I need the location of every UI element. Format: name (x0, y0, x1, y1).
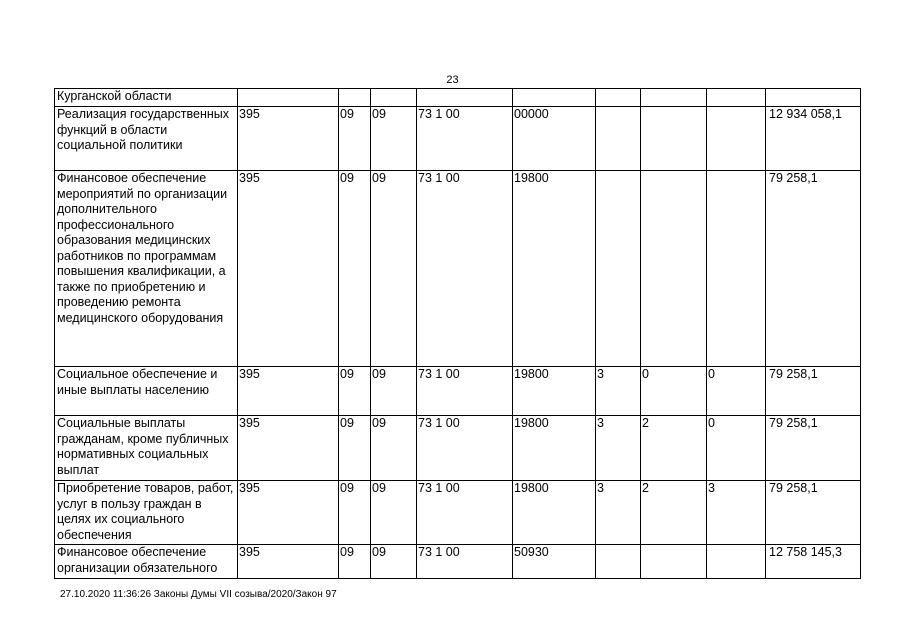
row-name: Приобретение товаров, работ, услуг в пользу граждан в целях их социального обеспечения (55, 481, 238, 545)
row-name: Реализация государственных функций в области социальной политики (55, 107, 238, 171)
code-section: 09 (339, 416, 371, 481)
amount: 79 258,1 (766, 367, 861, 416)
code-ministry: 395 (238, 416, 339, 481)
code-expense-subgroup: 2 (641, 481, 707, 545)
code-direction: 19800 (513, 367, 596, 416)
code-expense-group: 3 (596, 481, 641, 545)
code-ministry: 395 (238, 481, 339, 545)
table-row (55, 107, 861, 171)
code-direction: 19800 (513, 416, 596, 481)
code-expense-element: 0 (707, 367, 766, 416)
code-section: 09 (339, 545, 371, 579)
code-section: 09 (339, 171, 371, 367)
code-expense-group: 3 (596, 367, 641, 416)
amount: 12 758 145,3 (766, 545, 861, 579)
code-subsection: 09 (371, 481, 417, 545)
code-subsection: 09 (371, 545, 417, 579)
code-ministry: 395 (238, 545, 339, 579)
page-number: 23 (446, 74, 459, 86)
code-ministry: 395 (238, 171, 339, 367)
code-expense-element (707, 89, 766, 107)
code-ministry: 395 (238, 367, 339, 416)
code-program (417, 89, 513, 107)
code-program: 73 1 00 (417, 367, 513, 416)
code-expense-subgroup: 0 (641, 367, 707, 416)
table-row (55, 171, 861, 367)
row-name: Социальные выплаты гражданам, кроме публичных нормативных социальных выплат (55, 416, 238, 481)
code-direction: 00000 (513, 107, 596, 171)
code-direction: 19800 (513, 481, 596, 545)
row-name: Курганской области (55, 89, 238, 107)
code-expense-element: 0 (707, 416, 766, 481)
code-program: 73 1 00 (417, 416, 513, 481)
code-expense-group (596, 171, 641, 367)
code-expense-group (596, 545, 641, 579)
code-section (339, 89, 371, 107)
table-row (55, 367, 861, 416)
code-expense-subgroup (641, 107, 707, 171)
code-expense-group (596, 89, 641, 107)
amount: 79 258,1 (766, 171, 861, 367)
code-expense-subgroup (641, 171, 707, 367)
code-program: 73 1 00 (417, 107, 513, 171)
code-expense-group: 3 (596, 416, 641, 481)
code-subsection: 09 (371, 107, 417, 171)
code-expense-element (707, 545, 766, 579)
amount: 79 258,1 (766, 481, 861, 545)
code-subsection (371, 89, 417, 107)
document-footer: 27.10.2020 11:36:26 Законы Думы VII созыва/2020/Закон 97 (60, 589, 337, 600)
code-direction: 19800 (513, 171, 596, 367)
code-expense-element (707, 171, 766, 367)
code-direction (513, 89, 596, 107)
amount: 79 258,1 (766, 416, 861, 481)
table-row (55, 481, 861, 545)
code-ministry (238, 89, 339, 107)
row-name: Социальное обеспечение и иные выплаты населению (55, 367, 238, 416)
table-row (55, 416, 861, 481)
code-direction: 50930 (513, 545, 596, 579)
code-subsection: 09 (371, 416, 417, 481)
row-name: Финансовое обеспечение организации обязательного (55, 545, 238, 579)
code-expense-subgroup: 2 (641, 416, 707, 481)
code-expense-group (596, 107, 641, 171)
code-subsection: 09 (371, 367, 417, 416)
table-row (55, 545, 861, 579)
code-expense-element: 3 (707, 481, 766, 545)
code-section: 09 (339, 107, 371, 171)
code-expense-subgroup (641, 545, 707, 579)
code-expense-subgroup (641, 89, 707, 107)
amount: 12 934 058,1 (766, 107, 861, 171)
code-program: 73 1 00 (417, 481, 513, 545)
code-expense-element (707, 107, 766, 171)
budget-table (54, 88, 861, 579)
row-name: Финансовое обеспечение мероприятий по организации дополнительного профессионального образования медицинских работников по программам повышения квалификации, а также по приобретению и проведению ремонта медицинского оборудования (55, 171, 238, 367)
amount (766, 89, 861, 107)
code-program: 73 1 00 (417, 545, 513, 579)
code-section: 09 (339, 481, 371, 545)
code-subsection: 09 (371, 171, 417, 367)
code-ministry: 395 (238, 107, 339, 171)
code-program: 73 1 00 (417, 171, 513, 367)
code-section: 09 (339, 367, 371, 416)
table-row (55, 89, 861, 107)
